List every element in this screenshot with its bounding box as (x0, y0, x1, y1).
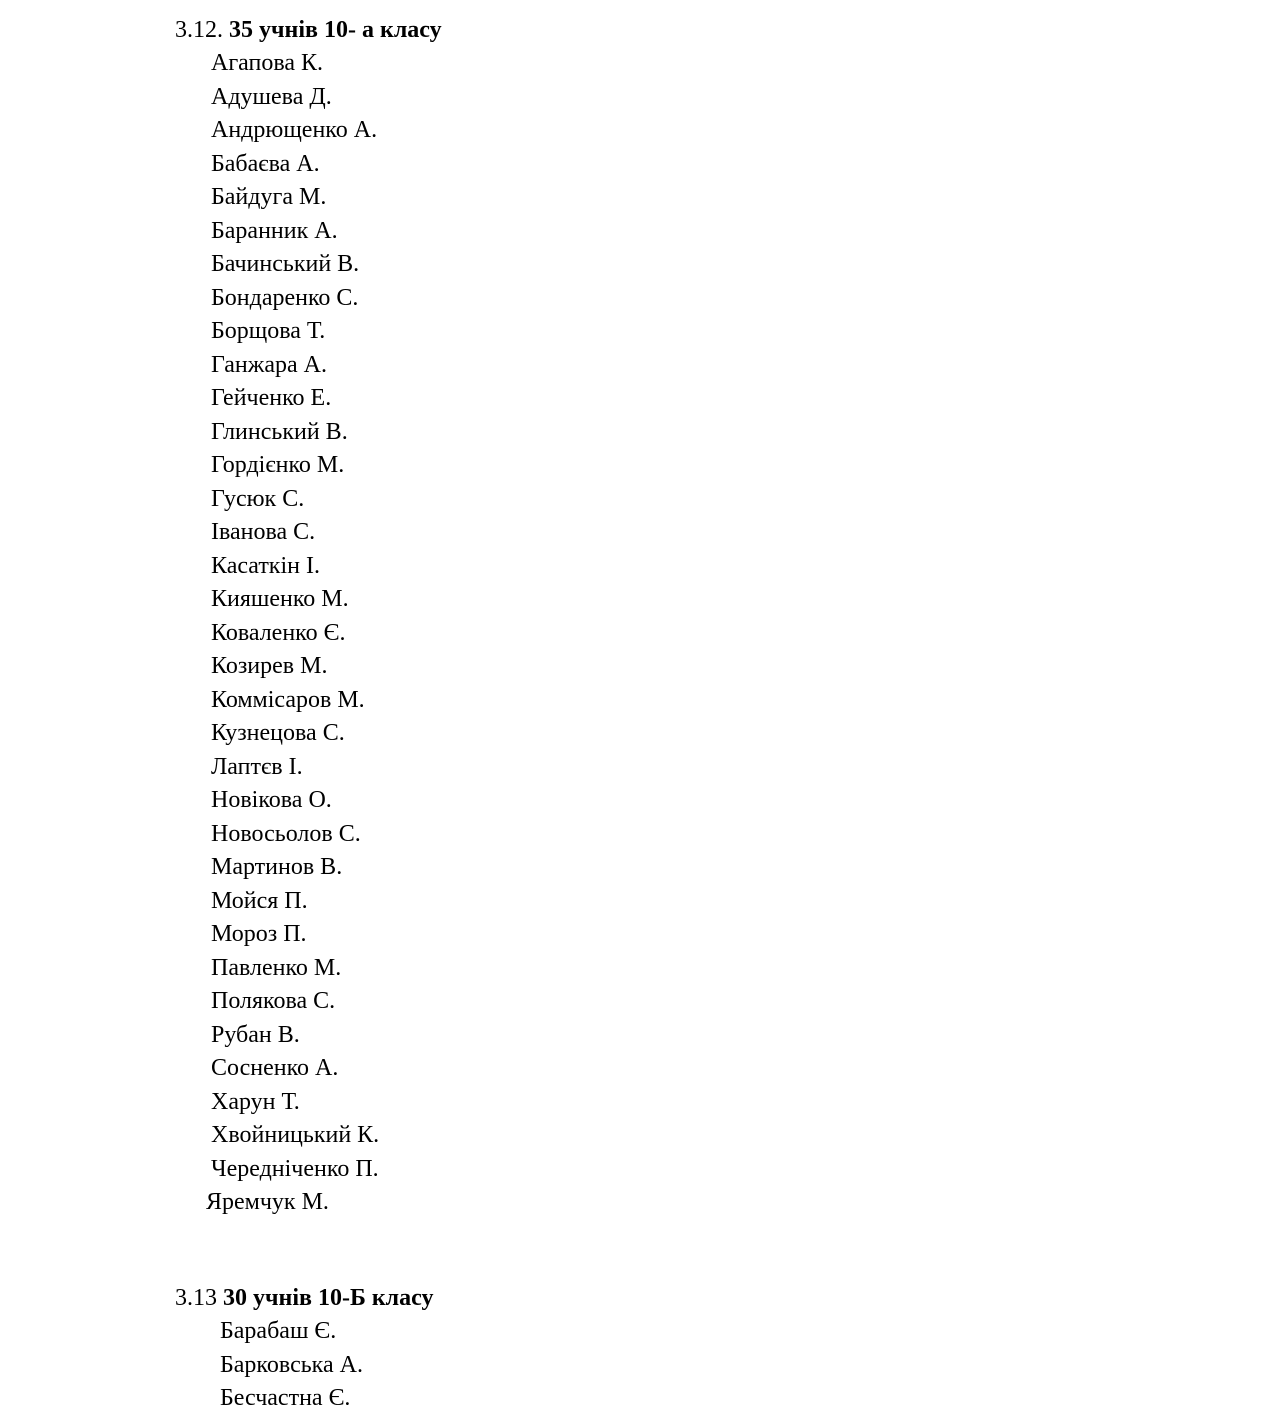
student-name: Байдуга М. (211, 184, 327, 210)
student-name: Кияшенко М. (211, 586, 349, 612)
student-name: Сосненко А. (211, 1055, 339, 1081)
section-class-10b (0, 1281, 1272, 1416)
section-heading (175, 13, 1272, 47)
student-name: Павленко М. (211, 954, 342, 981)
student-name: Адушева Д. (211, 83, 332, 110)
section-title: 35 учнів 10- а класу (229, 17, 442, 43)
student-name: Мартинов В. (211, 854, 343, 880)
section-number: 3.13 (175, 1285, 217, 1311)
student-name: Бондаренко С. (211, 284, 359, 311)
student-name: Ганжара А. (211, 351, 327, 378)
student-name: Яремчук М. (206, 1189, 329, 1215)
student-name: Андрющенко А. (211, 117, 378, 143)
section-title: 30 учнів 10-Б класу (223, 1285, 434, 1311)
student-name: Хвойницький К. (211, 1122, 380, 1148)
student-name: Баранник А. (211, 217, 338, 244)
student-list (0, 47, 1272, 1220)
student-name: Барабаш Є. (220, 1318, 337, 1344)
student-list (0, 1315, 1272, 1416)
student-name: Борщова Т. (211, 318, 326, 344)
student-name: Гейченко Е. (211, 385, 332, 411)
student-name: Кузнецова С. (211, 720, 345, 746)
student-name: Мойся П. (211, 887, 308, 914)
student-name: Чередніченко П. (211, 1155, 379, 1182)
section-heading (175, 1281, 1272, 1315)
student-name: Новосьолов С. (211, 820, 361, 847)
student-name: Харун Т. (211, 1088, 300, 1115)
student-name: Новікова О. (211, 787, 332, 813)
student-name: Бесчастна Є. (220, 1385, 351, 1411)
student-name: Касаткін І. (211, 552, 320, 579)
student-name: Барковська А. (220, 1351, 363, 1378)
student-name: Коммісаров М. (211, 686, 365, 713)
student-name: Глинський В. (211, 418, 348, 445)
student-name: Козирев М. (211, 653, 328, 679)
section-class-10a (0, 13, 1272, 1220)
student-name: Рубан В. (211, 1021, 300, 1048)
student-name: Бачинський В. (211, 251, 360, 277)
student-name: Гордієнко М. (211, 452, 345, 478)
student-name: Іванова С. (211, 519, 316, 545)
student-name: Полякова С. (211, 988, 336, 1014)
student-name: Коваленко Є. (211, 619, 346, 646)
student-name: Бабаєва А. (211, 150, 320, 177)
student-name: Агапова К. (211, 50, 324, 76)
student-name: Лаптєв І. (211, 753, 303, 780)
section-number: 3.12. (175, 17, 223, 43)
student-name: Гусюк С. (211, 485, 305, 512)
student-name: Мороз П. (211, 921, 307, 947)
